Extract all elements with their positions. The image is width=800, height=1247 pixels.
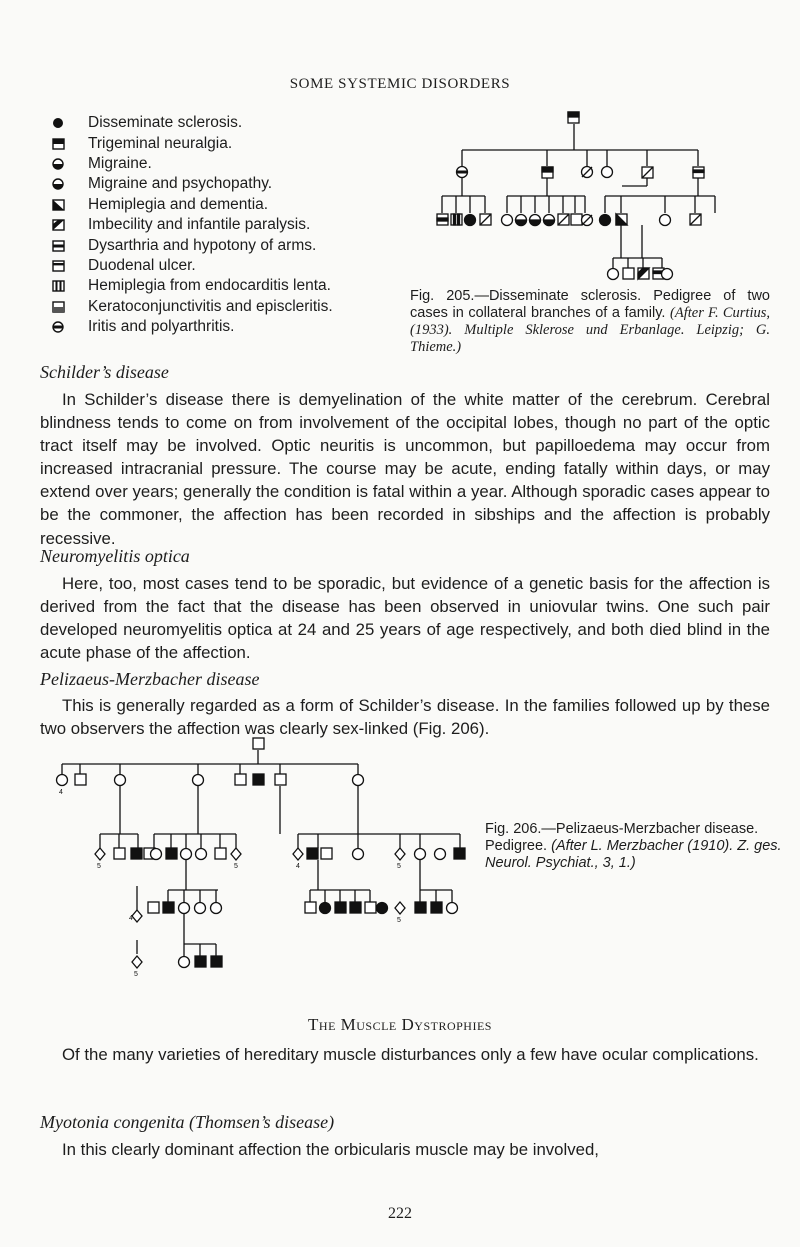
legend-label: Keratoconjunctivitis and episcleritis. bbox=[88, 297, 333, 315]
paragraph-dystrophies: Of the many varieties of hereditary muscle disturbances only a few have ocular complications. bbox=[62, 1045, 759, 1064]
square-middle-band-icon bbox=[52, 240, 66, 252]
section-title-myotonia: Myotonia congenita (Thomsen’s disease) bbox=[40, 1112, 335, 1132]
running-header: SOME SYSTEMIC DISORDERS bbox=[289, 76, 511, 92]
legend-item bbox=[52, 195, 392, 215]
pedigree-label: 4 bbox=[129, 915, 133, 922]
square-top-band-icon bbox=[52, 260, 66, 272]
square-vertical-bars-icon bbox=[52, 280, 66, 292]
paragraph-schilder: In Schilder’s disease there is demyelination of the white matter of the cerebrum. Cerebral blindness tends to come on from involvement of the occipital lobes, though no part of the optic tract itself may be involved. Optic neuritis is uncommon, but papilloedema may occur from increased intracranial pressure. The course may be acute, ending fatally within days, or may extend over years; generally the condition is fatal within a year. Although sporadic cases appear to be the commoner, the affection has been recorded in sibships and the affection is probably recessive. bbox=[40, 390, 770, 548]
pedigree-label: 5 bbox=[397, 917, 401, 924]
section-title-dystrophies: The Muscle Dystrophies bbox=[308, 1015, 492, 1034]
square-diagonal-filled-icon bbox=[52, 199, 66, 211]
paragraph-myotonia: In this clearly dominant affection the orbicularis muscle may be involved, bbox=[62, 1140, 599, 1159]
legend-label: Hemiplegia and dementia. bbox=[88, 195, 269, 213]
circle-lower-filled-icon bbox=[52, 158, 66, 170]
paragraph-neuromyelitis: Here, too, most cases tend to be sporadic, but evidence of a genetic basis for the affection is derived from the fact that the disease has been observed in uniovular twins. One such pair developed neuromyelitis optica at 24 and 25 years of age respectively, and both died blind in the acute phase of the affection. bbox=[40, 574, 770, 663]
figure-206-caption bbox=[485, 821, 785, 872]
section-title-neuromyelitis: Neuromyelitis optica bbox=[40, 546, 190, 566]
page-number: 222 bbox=[388, 1205, 412, 1222]
figure-label: Fig. 206. bbox=[485, 821, 542, 837]
pedigree-label: 5 bbox=[234, 863, 238, 870]
legend-label: Iritis and polyarthritis. bbox=[88, 318, 235, 336]
square-bottom-filled-icon bbox=[52, 301, 66, 313]
legend-item bbox=[52, 215, 392, 235]
square-slash-filled-icon bbox=[52, 219, 66, 231]
legend-label: Hemiplegia from endocarditis lenta. bbox=[88, 277, 331, 295]
figure-reference: (After L. Merzbacher (1910). Z. ges. Neurol. Psychiat., 3, 1.) bbox=[485, 838, 782, 871]
pedigree-label: 4 bbox=[59, 789, 63, 796]
legend-item bbox=[52, 154, 392, 174]
circle-quarter-filled-icon bbox=[52, 178, 66, 190]
pedigree-fig205 bbox=[435, 110, 775, 285]
legend-label: Duodenal ulcer. bbox=[88, 256, 196, 274]
section-title-schilder: Schilder’s disease bbox=[40, 362, 169, 382]
figure-caption-text: —Disseminate sclerosis. Pedigree of two cases in collateral branches of a family. bbox=[410, 288, 770, 321]
circle-band-icon bbox=[52, 321, 66, 333]
legend-label: Dysarthria and hypotony of arms. bbox=[88, 236, 317, 254]
legend-item bbox=[52, 256, 392, 276]
figure-reference: (After F. Curtius, (1933). Multiple Sklerose und Erbanlage. Leipzig; G. Thieme.) bbox=[410, 305, 770, 355]
pedigree-legend bbox=[52, 113, 392, 337]
legend-item bbox=[52, 317, 392, 337]
legend-item bbox=[52, 297, 392, 317]
pedigree-label: 5 bbox=[397, 863, 401, 870]
pedigree-label: 4 bbox=[296, 863, 300, 870]
square-top-filled-icon bbox=[52, 138, 66, 150]
section-title-pelizaeus: Pelizaeus-Merzbacher disease bbox=[40, 669, 260, 689]
legend-item bbox=[52, 113, 392, 133]
legend-label: Migraine and psychopathy. bbox=[88, 175, 273, 193]
figure-205-caption bbox=[410, 288, 770, 356]
pedigree-label: 5 bbox=[134, 971, 138, 978]
legend-item bbox=[52, 235, 392, 255]
pedigree-label: 5 bbox=[97, 863, 101, 870]
filled-circle-icon bbox=[52, 117, 66, 129]
legend-label: Trigeminal neuralgia. bbox=[88, 134, 233, 152]
legend-item bbox=[52, 174, 392, 194]
legend-label: Migraine. bbox=[88, 154, 152, 172]
figure-caption-text: —Pelizaeus-Merzbacher disease. Pedigree. bbox=[485, 821, 759, 854]
legend-label: Imbecility and infantile paralysis. bbox=[88, 216, 311, 234]
pedigree-fig206 bbox=[40, 734, 480, 1009]
figure-label: Fig. 205. bbox=[410, 288, 475, 304]
legend-item bbox=[52, 133, 392, 153]
paragraph-pelizaeus: This is generally regarded as a form of Schilder’s disease. In the families followed up by these two observers the affection was clearly sex-linked (Fig. 206). bbox=[40, 696, 770, 739]
legend-label: Disseminate sclerosis. bbox=[88, 114, 243, 132]
legend-item bbox=[52, 276, 392, 296]
